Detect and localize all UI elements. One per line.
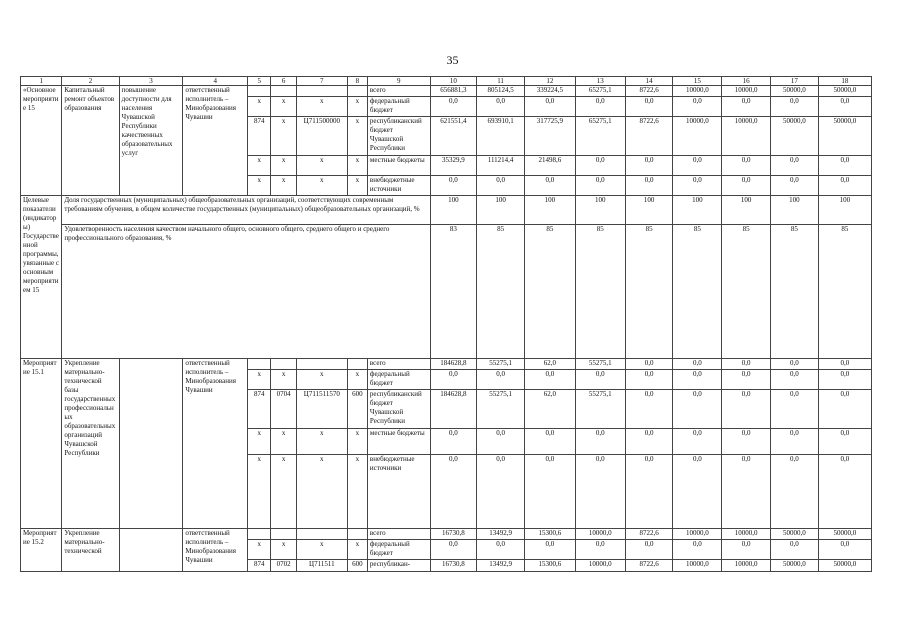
measure1-row	[21, 359, 872, 370]
value-cell: 0,0	[625, 176, 673, 196]
source-cell: всего	[367, 529, 430, 540]
code-cell: x	[296, 429, 347, 455]
source-cell: внебюджетные источники	[367, 176, 430, 196]
value-cell: 0,0	[722, 370, 771, 390]
value-cell: 0,0	[477, 176, 525, 196]
column-header: 12	[524, 77, 575, 86]
indicator-value-cell: 85	[722, 225, 771, 359]
value-cell: 0,0	[673, 176, 722, 196]
value-cell: 0,0	[575, 370, 625, 390]
indicator-value-cell: 85	[771, 225, 819, 359]
block-label-cell: Мероприятие 15.1	[21, 359, 62, 529]
block-goal-cell: повышение доступности для населения Чувашской Республики качественных образовательных услуг	[119, 86, 183, 196]
value-cell: 62,0	[524, 359, 575, 370]
blocks.0-row	[21, 86, 872, 97]
code-cell: x	[347, 540, 367, 560]
value-cell: 16730,8	[430, 529, 477, 540]
source-cell: всего	[367, 359, 430, 370]
value-cell: 0,0	[625, 455, 673, 529]
column-header: 2	[62, 77, 119, 86]
indicator-value-cell: 100	[625, 196, 673, 225]
code-cell	[347, 359, 367, 370]
value-cell: 50000,0	[771, 117, 819, 156]
value-cell: 10000,0	[673, 560, 722, 572]
indicator-value-cell: 100	[722, 196, 771, 225]
value-cell: 0,0	[673, 390, 722, 429]
code-cell: x	[248, 97, 271, 117]
code-cell: x	[296, 176, 347, 196]
value-cell: 50000,0	[818, 529, 871, 540]
value-cell: 0,0	[722, 540, 771, 560]
value-cell: 0,0	[430, 455, 477, 529]
code-cell: x	[248, 176, 271, 196]
indicator-value-cell: 100	[477, 196, 525, 225]
block-label-cell: Мероприятие 15.2	[21, 529, 62, 572]
value-cell: 0,0	[722, 390, 771, 429]
source-cell: республикан-	[367, 560, 430, 572]
value-cell: 0,0	[818, 540, 871, 560]
value-cell: 0,0	[722, 176, 771, 196]
source-cell: республиканский бюджет Чувашской Республики	[367, 390, 430, 429]
column-header: 17	[771, 77, 819, 86]
value-cell: 8722,6	[625, 117, 673, 156]
code-cell: 600	[347, 560, 367, 572]
code-cell: 874	[248, 117, 271, 156]
value-cell: 0,0	[625, 97, 673, 117]
code-cell	[296, 86, 347, 97]
value-cell: 0,0	[771, 370, 819, 390]
value-cell: 0,0	[477, 455, 525, 529]
value-cell: 0,0	[430, 97, 477, 117]
value-cell: 65275,1	[575, 86, 625, 97]
value-cell: 0,0	[625, 390, 673, 429]
column-header: 5	[248, 77, 271, 86]
column-header: 3	[119, 77, 183, 86]
code-cell: x	[248, 156, 271, 176]
measure2-row	[21, 529, 872, 540]
column-header: 11	[477, 77, 525, 86]
value-cell: 50000,0	[818, 560, 871, 572]
value-cell: 0,0	[771, 540, 819, 560]
budget-table	[20, 76, 872, 572]
value-cell: 55275,1	[477, 390, 525, 429]
code-cell: x	[248, 429, 271, 455]
code-cell: x	[271, 455, 296, 529]
block-title-cell: Укрепление материально-технической базы государственных профессиональных образовательных организаций Чувашской Республики	[62, 359, 119, 529]
indicator-text-cell: Доля государственных (муниципальных) общеобразовательных организаций, соответствующих современным требованиям обучения, в общем количестве государственных (муниципальных) общеобразовательных организаций, %	[62, 196, 430, 225]
value-cell: 50000,0	[771, 86, 819, 97]
value-cell: 0,0	[524, 540, 575, 560]
source-cell: всего	[367, 86, 430, 97]
value-cell: 0,0	[771, 97, 819, 117]
column-header: 14	[625, 77, 673, 86]
value-cell: 0,0	[524, 370, 575, 390]
column-header: 8	[347, 77, 367, 86]
code-cell: x	[271, 429, 296, 455]
value-cell: 184628,8	[430, 390, 477, 429]
code-cell: x	[347, 429, 367, 455]
indicator-value-cell: 100	[818, 196, 871, 225]
code-cell: x	[296, 156, 347, 176]
value-cell: 0,0	[575, 429, 625, 455]
block-goal-cell	[119, 529, 183, 572]
indicator-value-cell: 100	[575, 196, 625, 225]
indicator-value-cell: 83	[430, 225, 477, 359]
value-cell: 50000,0	[818, 86, 871, 97]
value-cell: 0,0	[625, 156, 673, 176]
code-cell: x	[347, 370, 367, 390]
value-cell: 10000,0	[722, 560, 771, 572]
code-cell: x	[271, 370, 296, 390]
value-cell: 0,0	[673, 156, 722, 176]
value-cell: 0,0	[771, 359, 819, 370]
value-cell: 0,0	[430, 429, 477, 455]
value-cell: 0,0	[818, 429, 871, 455]
code-cell: x	[271, 117, 296, 156]
value-cell: 35329,9	[430, 156, 477, 176]
value-cell: 184628,8	[430, 359, 477, 370]
page-number: 35	[446, 53, 459, 67]
indicator-value-cell: 85	[524, 225, 575, 359]
value-cell: 0,0	[430, 370, 477, 390]
value-cell: 0,0	[575, 176, 625, 196]
code-cell: 0704	[271, 390, 296, 429]
code-cell: x	[296, 540, 347, 560]
indicator-text-cell: Удовлетворенность населения качеством начального общего, основного общего, среднего общего и среднего профессионального образования, %	[62, 225, 430, 359]
value-cell: 10000,0	[575, 529, 625, 540]
code-cell: x	[296, 97, 347, 117]
value-cell: 0,0	[625, 540, 673, 560]
block-executor-cell: ответственный исполнитель – Минобразования Чувашии	[183, 359, 248, 529]
header-row	[21, 77, 872, 86]
indicator-row	[21, 196, 872, 225]
indicator-value-cell: 100	[430, 196, 477, 225]
code-cell: Ц711511	[296, 560, 347, 572]
value-cell: 0,0	[771, 429, 819, 455]
value-cell: 0,0	[477, 429, 525, 455]
indicator-label-cell: Целевые показатели (индикаторы) Государственной программы, увязанные с основным мероприятием 15	[21, 196, 62, 359]
code-cell: Ц711511570	[296, 390, 347, 429]
value-cell: 16730,8	[430, 560, 477, 572]
value-cell: 0,0	[722, 455, 771, 529]
value-cell: 15300,6	[524, 560, 575, 572]
code-cell	[271, 529, 296, 540]
value-cell: 805124,5	[477, 86, 525, 97]
source-cell: федеральный бюджет	[367, 540, 430, 560]
value-cell: 8722,6	[625, 529, 673, 540]
value-cell: 50000,0	[771, 560, 819, 572]
value-cell: 0,0	[625, 429, 673, 455]
code-cell: 600	[347, 390, 367, 429]
value-cell: 0,0	[722, 97, 771, 117]
column-header: 16	[722, 77, 771, 86]
value-cell: 0,0	[818, 455, 871, 529]
indicator-value-cell: 100	[771, 196, 819, 225]
value-cell: 55275,1	[575, 390, 625, 429]
value-cell: 0,0	[771, 455, 819, 529]
indicator-value-cell: 85	[818, 225, 871, 359]
value-cell: 0,0	[771, 156, 819, 176]
block-goal-cell	[119, 359, 183, 529]
code-cell: x	[296, 370, 347, 390]
source-cell: федеральный бюджет	[367, 97, 430, 117]
value-cell: 0,0	[575, 540, 625, 560]
value-cell: 0,0	[673, 97, 722, 117]
value-cell: 10000,0	[722, 117, 771, 156]
value-cell: 111214,4	[477, 156, 525, 176]
code-cell	[248, 86, 271, 97]
indicator-value-cell: 100	[673, 196, 722, 225]
value-cell: 0,0	[673, 359, 722, 370]
code-cell: x	[347, 156, 367, 176]
code-cell	[347, 529, 367, 540]
indicator-value-cell: 85	[625, 225, 673, 359]
value-cell: 0,0	[771, 390, 819, 429]
code-cell: x	[248, 455, 271, 529]
value-cell: 0,0	[575, 156, 625, 176]
value-cell: 0,0	[430, 540, 477, 560]
column-header: 1	[21, 77, 62, 86]
code-cell: x	[347, 455, 367, 529]
value-cell: 50000,0	[771, 529, 819, 540]
value-cell: 0,0	[575, 455, 625, 529]
column-header: 6	[271, 77, 296, 86]
value-cell: 0,0	[771, 176, 819, 196]
source-cell: федеральный бюджет	[367, 370, 430, 390]
column-header: 15	[673, 77, 722, 86]
value-cell: 21498,6	[524, 156, 575, 176]
value-cell: 10000,0	[673, 117, 722, 156]
value-cell: 0,0	[524, 97, 575, 117]
value-cell: 0,0	[625, 370, 673, 390]
value-cell: 0,0	[673, 455, 722, 529]
value-cell: 62,0	[524, 390, 575, 429]
block-label-cell: «Основное мероприятие 15	[21, 86, 62, 196]
value-cell: 0,0	[430, 176, 477, 196]
indicator-value-cell: 85	[673, 225, 722, 359]
code-cell	[296, 529, 347, 540]
value-cell: 0,0	[477, 97, 525, 117]
code-cell: x	[347, 97, 367, 117]
code-cell: x	[271, 97, 296, 117]
column-header: 4	[183, 77, 248, 86]
code-cell: 874	[248, 390, 271, 429]
value-cell: 10000,0	[673, 86, 722, 97]
code-cell	[271, 86, 296, 97]
code-cell	[248, 529, 271, 540]
code-cell: x	[347, 176, 367, 196]
value-cell: 13492,9	[477, 529, 525, 540]
value-cell: 0,0	[575, 97, 625, 117]
value-cell: 656881,3	[430, 86, 477, 97]
value-cell: 0,0	[722, 156, 771, 176]
column-header: 10	[430, 77, 477, 86]
indicator-row	[21, 225, 872, 359]
source-cell: местные бюджеты	[367, 156, 430, 176]
value-cell: 0,0	[477, 370, 525, 390]
code-cell	[271, 359, 296, 370]
code-cell	[347, 86, 367, 97]
value-cell: 15300,6	[524, 529, 575, 540]
value-cell: 65275,1	[575, 117, 625, 156]
value-cell: 621551,4	[430, 117, 477, 156]
value-cell: 0,0	[818, 176, 871, 196]
value-cell: 0,0	[673, 540, 722, 560]
value-cell: 10000,0	[575, 560, 625, 572]
block-title-cell: Капитальный ремонт объектов образования	[62, 86, 119, 196]
value-cell: 0,0	[673, 370, 722, 390]
code-cell: Ц711500000	[296, 117, 347, 156]
value-cell: 0,0	[673, 429, 722, 455]
value-cell: 0,0	[722, 359, 771, 370]
value-cell: 693910,1	[477, 117, 525, 156]
indicator-value-cell: 85	[477, 225, 525, 359]
block-title-cell: Укрепление материально-технической	[62, 529, 119, 572]
value-cell: 0,0	[818, 97, 871, 117]
source-cell: местные бюджеты	[367, 429, 430, 455]
value-cell: 317725,9	[524, 117, 575, 156]
value-cell: 0,0	[524, 429, 575, 455]
value-cell: 10000,0	[673, 529, 722, 540]
value-cell: 0,0	[524, 455, 575, 529]
code-cell: 0702	[271, 560, 296, 572]
code-cell: x	[347, 117, 367, 156]
block-executor-cell: ответственный исполнитель – Минобразования Чувашии	[183, 529, 248, 572]
value-cell: 0,0	[625, 359, 673, 370]
code-cell	[296, 359, 347, 370]
indicator-value-cell: 100	[524, 196, 575, 225]
value-cell: 0,0	[818, 156, 871, 176]
value-cell: 10000,0	[722, 86, 771, 97]
value-cell: 339224,5	[524, 86, 575, 97]
code-cell: x	[271, 176, 296, 196]
code-cell: x	[248, 540, 271, 560]
code-cell: x	[248, 370, 271, 390]
indicator-value-cell: 85	[575, 225, 625, 359]
value-cell: 0,0	[818, 359, 871, 370]
column-header: 13	[575, 77, 625, 86]
code-cell: 874	[248, 560, 271, 572]
value-cell: 8722,6	[625, 560, 673, 572]
value-cell: 13492,9	[477, 560, 525, 572]
value-cell: 55275,1	[477, 359, 525, 370]
code-cell: x	[271, 540, 296, 560]
source-cell: внебюджетные источники	[367, 455, 430, 529]
value-cell: 0,0	[722, 429, 771, 455]
column-header: 9	[367, 77, 430, 86]
source-cell: республиканский бюджет Чувашской Республики	[367, 117, 430, 156]
value-cell: 0,0	[818, 390, 871, 429]
value-cell: 0,0	[477, 540, 525, 560]
column-header: 7	[296, 77, 347, 86]
value-cell: 55275,1	[575, 359, 625, 370]
value-cell: 8722,6	[625, 86, 673, 97]
code-cell: x	[296, 455, 347, 529]
value-cell: 0,0	[524, 176, 575, 196]
column-header: 18	[818, 77, 871, 86]
value-cell: 10000,0	[722, 529, 771, 540]
code-cell	[248, 359, 271, 370]
value-cell: 0,0	[818, 370, 871, 390]
value-cell: 50000,0	[818, 117, 871, 156]
block-executor-cell: ответственный исполнитель – Минобразования Чувашии	[183, 86, 248, 196]
code-cell: x	[271, 156, 296, 176]
